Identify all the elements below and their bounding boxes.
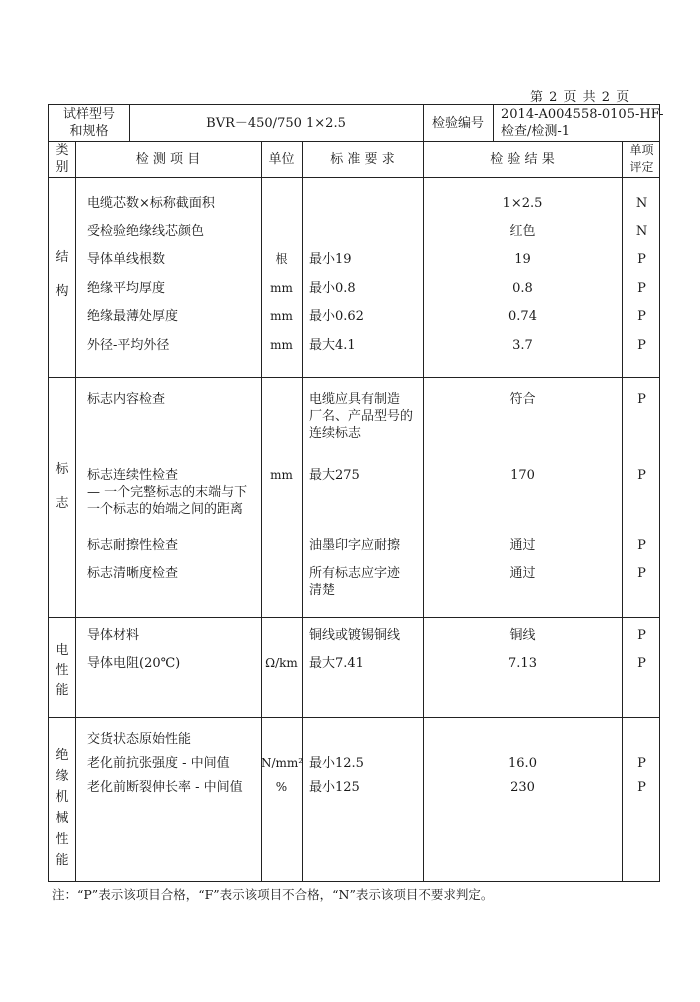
vrule	[493, 105, 494, 141]
cell-item: 绝缘最薄处厚度	[87, 309, 179, 324]
footnote: 注：“P”表示该项目合格，“F”表示该项目不合格，“N”表示该项目不要求判定。	[52, 887, 494, 902]
cell-item: 电缆芯数×标称截面积	[87, 196, 215, 211]
col-item: 检 测 项 目	[135, 152, 201, 167]
cell-result: 0.74	[508, 309, 537, 324]
cell-item: 外径-平均外径	[87, 338, 170, 353]
cell-unit: mm	[270, 468, 293, 482]
col-verdict: 单项 评定	[629, 143, 654, 174]
rule-electrical	[49, 717, 659, 718]
cell-verdict: P	[637, 566, 646, 581]
cell-requirement: 最小125	[309, 780, 360, 795]
cell-item: 受检验绝缘线芯颜色	[87, 224, 205, 239]
cell-result: 3.7	[512, 338, 533, 353]
cell-requirement: 最大4.1	[309, 338, 356, 353]
cell-requirement: 铜线或镀锡铜线	[309, 628, 401, 643]
cell-requirement: 油墨印字应耐擦	[309, 538, 401, 553]
cell-requirement: 电缆应具有制造 厂名、产品型号的 连续标志	[309, 392, 414, 441]
cell-item: 标志耐擦性检查	[87, 538, 179, 553]
cell-result: 通过	[509, 566, 536, 581]
cell-item: 标志内容检查	[87, 392, 166, 407]
cell-result: 通过	[509, 538, 536, 553]
cell-unit: 根	[275, 252, 288, 266]
cell-verdict: P	[637, 468, 646, 483]
rule-structure	[49, 377, 659, 378]
cell-item: 标志连续性检查 — 一个完整标志的末端与下 一个标志的始端之间的距离	[87, 468, 248, 517]
inspection-table	[48, 104, 664, 882]
cell-result: 7.13	[508, 656, 537, 671]
cell-requirement: 最小0.62	[309, 309, 364, 324]
cell-result: 19	[514, 252, 531, 267]
cell-requirement: 所有标志应字迹 清楚	[309, 566, 401, 598]
cell-verdict: P	[637, 252, 646, 267]
report-no-value: 2014-A004558-0105-HF- 检查/检测-1	[501, 107, 664, 139]
cell-result: 符合	[509, 392, 536, 407]
cell-verdict: P	[637, 281, 646, 296]
col-category: 类 别	[55, 143, 69, 175]
cell-requirement: 最小12.5	[309, 756, 364, 771]
cell-verdict: P	[637, 538, 646, 553]
cell-verdict: P	[637, 392, 646, 407]
cell-unit: mm	[270, 309, 293, 323]
category-insulation-mechanical: 绝 缘 机 械 性 能	[55, 748, 69, 868]
cell-result: 230	[510, 780, 535, 795]
cell-verdict: P	[637, 656, 646, 671]
cell-verdict: N	[635, 196, 648, 211]
cell-unit: N/mm²	[261, 756, 304, 770]
cell-requirement: 最大7.41	[309, 656, 364, 671]
category-structure: 结 构	[55, 250, 69, 299]
cell-item: 导体材料	[87, 628, 140, 643]
cell-result: 0.8	[512, 281, 533, 296]
cell-item: 交货状态原始性能	[87, 732, 192, 747]
col-unit: 单位	[268, 152, 295, 167]
cell-verdict: P	[637, 338, 646, 353]
cell-item: 标志清晰度检查	[87, 566, 179, 581]
col-result: 检 验 结 果	[490, 152, 555, 167]
cell-unit: Ω/km	[265, 656, 298, 670]
cell-unit: mm	[270, 281, 293, 295]
model-value: BVR－450/750 1×2.5	[206, 116, 346, 131]
cell-unit: mm	[270, 338, 293, 352]
page-number: 第 2 页 共 2 页	[530, 90, 631, 105]
model-label: 试样型号 和规格	[62, 107, 115, 139]
cell-item: 导体电阻(20℃)	[87, 656, 181, 671]
cell-item: 老化前断裂伸长率 - 中间值	[87, 780, 243, 795]
category-marking: 标 志	[55, 462, 69, 511]
cell-verdict: P	[637, 628, 646, 643]
cell-result: 铜线	[509, 628, 536, 643]
cell-requirement: 最小0.8	[309, 281, 356, 296]
rule-columns	[49, 177, 659, 178]
cell-item: 老化前抗张强度 - 中间值	[87, 756, 230, 771]
cell-verdict: P	[637, 780, 646, 795]
vrule	[302, 141, 303, 881]
cell-result: 红色	[509, 224, 536, 239]
rule-marking	[49, 617, 659, 618]
category-electrical: 电 性 能	[55, 643, 69, 698]
col-requirement: 标 准 要 求	[330, 152, 395, 167]
cell-result: 170	[510, 468, 535, 483]
cell-verdict: P	[637, 309, 646, 324]
cell-result: 1×2.5	[502, 196, 543, 211]
cell-unit: %	[275, 780, 288, 794]
rule-header	[49, 141, 659, 142]
cell-verdict: P	[637, 756, 646, 771]
cell-item: 绝缘平均厚度	[87, 281, 166, 296]
cell-item: 导体单线根数	[87, 252, 166, 267]
cell-verdict: N	[635, 224, 648, 239]
cell-result: 16.0	[508, 756, 537, 771]
cell-requirement: 最大275	[309, 468, 360, 483]
report-no-label: 检验编号	[431, 116, 484, 131]
vrule	[75, 141, 76, 881]
cell-requirement: 最小19	[309, 252, 352, 267]
